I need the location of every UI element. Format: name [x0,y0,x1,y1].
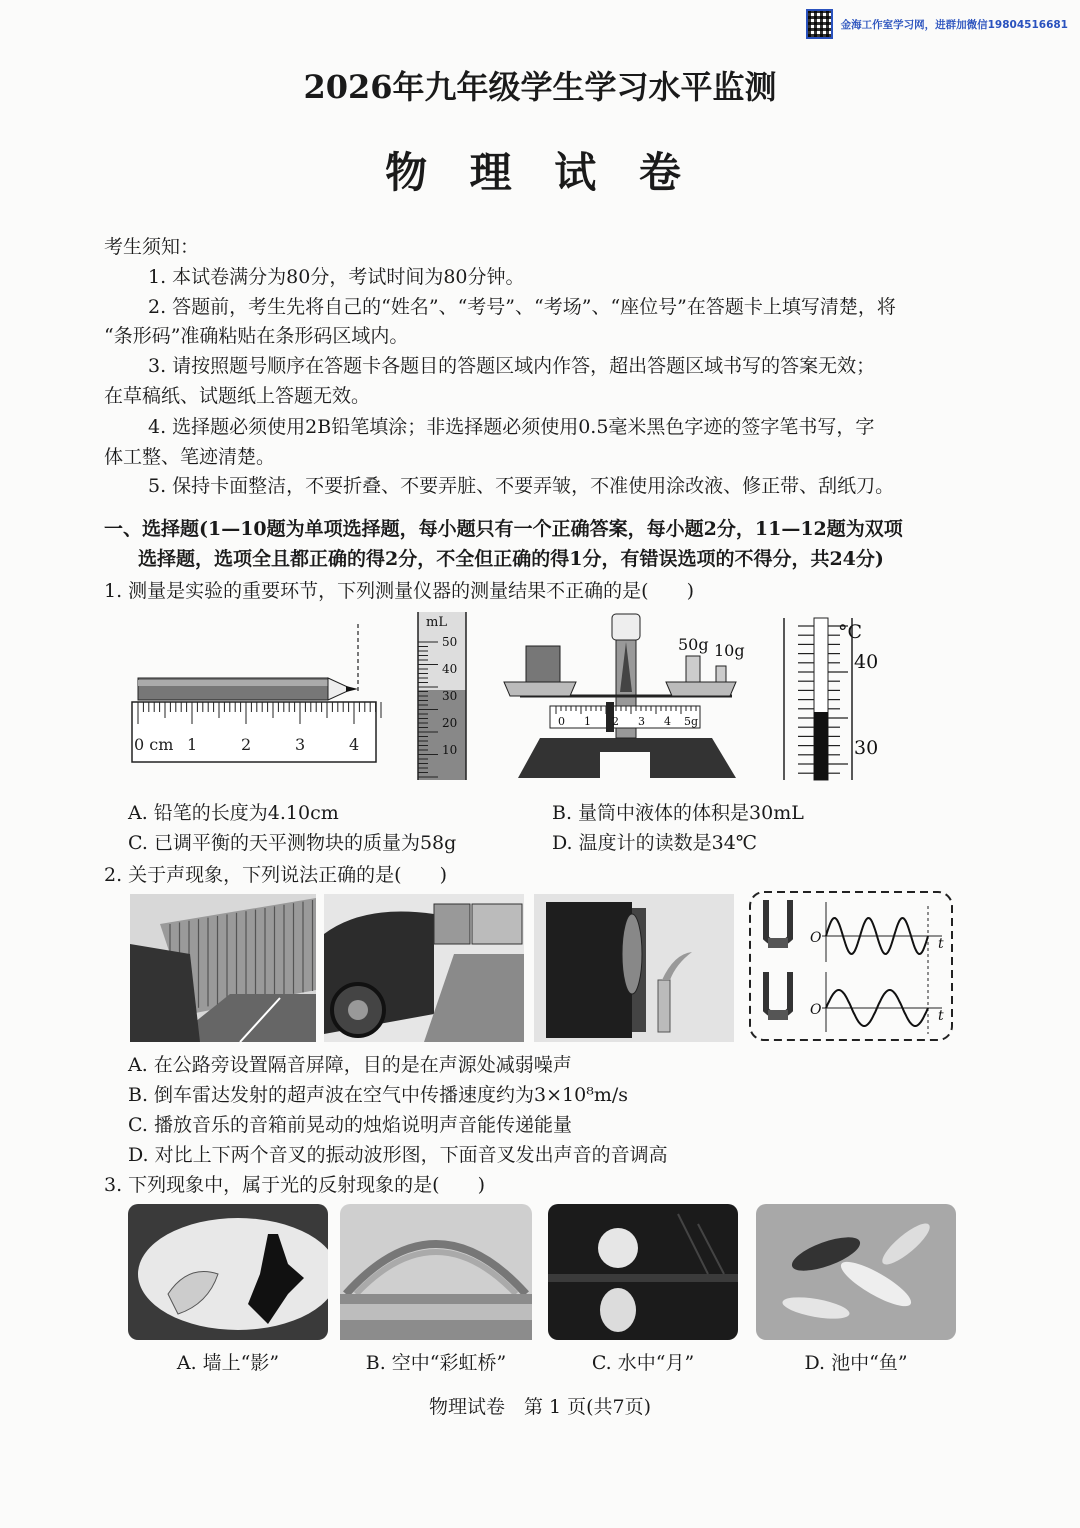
q3-option-d[interactable]: D. 池中“鱼” [804,1352,908,1374]
notice-line: “条形码”准确粘贴在条形码区域内。 [104,325,409,347]
notice-line: 在草稿纸、试题纸上答题无效。 [104,385,371,407]
axis-origin-label: O [810,1002,822,1018]
beam-label: 1 [584,715,591,728]
tuning-fork-icon [766,972,790,1016]
tuning-fork-icon [766,900,790,944]
q2-option-a[interactable]: A. 在公路旁设置隔音屏障，目的是在声源处减弱噪声 [128,1054,572,1076]
q3-stem: 3. 下列现象中，属于光的反射现象的是( ) [104,1174,485,1196]
q2-option-b[interactable]: B. 倒车雷达发射的超声波在空气中传播速度约为3×10⁸m/s [128,1084,629,1106]
shadow-puppet-photo [128,1204,328,1340]
beam-label: 4 [664,715,671,728]
exam-title: 2026年九年级学生学习水平监测 [303,68,777,106]
page-footer: 物理试卷 第 1 页(共7页) [428,1396,652,1418]
thermometer-figure [778,612,888,782]
ruler-label: 0 cm [134,735,174,754]
notice-line: 体工整、笔迹清楚。 [104,446,276,468]
notice-line: 5. 保持卡面整洁，不要折叠、不要弄脏、不要弄皱，不准使用涂改液、修正带、刮纸刀。 [148,475,895,497]
cylinder-label: 40 [442,662,458,676]
ruler-figure [128,620,388,780]
cylinder-unit: mL [426,615,447,630]
pencil-icon [138,678,358,700]
thermo-label: 30 [854,737,879,759]
weight-10g [716,666,726,682]
rainbow-photo [340,1204,532,1340]
notice-heading: 考生须知： [104,236,200,258]
moon-reflection-photo [548,1204,738,1340]
q3-option-a[interactable]: A. 墙上“影” [176,1352,280,1374]
q1-option-c[interactable]: C. 已调平衡的天平测物块的质量为58g [128,832,457,854]
ruler-label: 2 [241,735,252,754]
balance-figure [500,612,750,782]
axis-t-label: t [938,1008,944,1024]
q2-option-d[interactable]: D. 对比上下两个音叉的振动波形图，下面音叉发出声音的音调高 [128,1144,668,1166]
cylinder-label: 20 [442,716,458,730]
section-heading: 一、选择题(1—10题为单项选择题，每小题只有一个正确答案，每小题2分，11—12题为双项 [104,518,903,540]
qr-code-icon [806,9,833,39]
object-block [526,646,560,682]
notice-line: 3. 请按照题号顺序在答题卡各题目的答题区域内作答，超出答题区域书写的答案无效； [148,355,876,377]
ruler-label: 1 [187,735,198,754]
weight-50g [686,656,700,682]
cylinder-label: 30 [442,689,458,703]
cylinder-label: 50 [442,635,458,649]
notice-line: 4. 选择题必须使用2B铅笔填涂；非选择题必须使用0.5毫米黑色字迹的签字笔书写，字 [148,416,875,438]
beam-label: 5g [684,715,699,728]
balance-dial [612,614,640,640]
ruler-label: 4 [349,735,360,754]
tuning-fork-waveforms [748,890,954,1042]
q2-option-c[interactable]: C. 播放音乐的音箱前晃动的烛焰说明声音能传递能量 [128,1114,572,1136]
q3-option-c[interactable]: C. 水中“月” [591,1352,695,1374]
beam-label: 2 [612,715,619,728]
q2-stem: 2. 关于声现象，下列说法正确的是( ) [104,864,447,886]
q1-option-d[interactable]: D. 温度计的读数是34℃ [552,832,758,854]
speaker-candle-photo [534,894,734,1042]
cylinder-label: 10 [442,743,458,757]
beam-label: 0 [558,715,565,728]
notice-line: 1. 本试卷满分为80分，考试时间为80分钟。 [148,266,525,288]
reversing-radar-photo [324,894,524,1042]
q1-stem: 1. 测量是实验的重要环节，下列测量仪器的测量结果不正确的是( ) [104,580,694,602]
measuring-cylinder [412,606,472,784]
beam-label: 3 [638,715,645,728]
watermark-text: 金海工作室学习网，进群加微信19804516681 [840,18,1068,31]
q1-option-b[interactable]: B. 量筒中液体的体积是30mL [552,802,804,824]
section-heading-cont: 选择题，选项全且都正确的得2分，不全但正确的得1分，有错误选项的不得分，共24分) [138,548,884,570]
q1-option-a[interactable]: A. 铅笔的长度为4.10cm [128,802,339,824]
q3-option-b[interactable]: B. 空中“彩虹桥” [365,1352,507,1374]
watermark [806,8,1068,40]
thermo-label: 40 [854,651,879,673]
axis-t-label: t [938,936,944,952]
weight-label: 50g [678,635,709,654]
subject-title: 物 理 试 卷 [385,148,695,197]
weight-label: 10g [714,641,745,660]
noise-barrier-photo [130,894,316,1042]
ruler-label: 3 [295,735,306,754]
notice-line: 2. 答题前，考生先将自己的“姓名”、“考号”、“考场”、“座位号”在答题卡上填写清楚，将 [148,296,896,318]
fish-pond-photo [756,1204,956,1340]
thermo-unit: °C [838,621,863,643]
axis-origin-label: O [810,930,822,946]
